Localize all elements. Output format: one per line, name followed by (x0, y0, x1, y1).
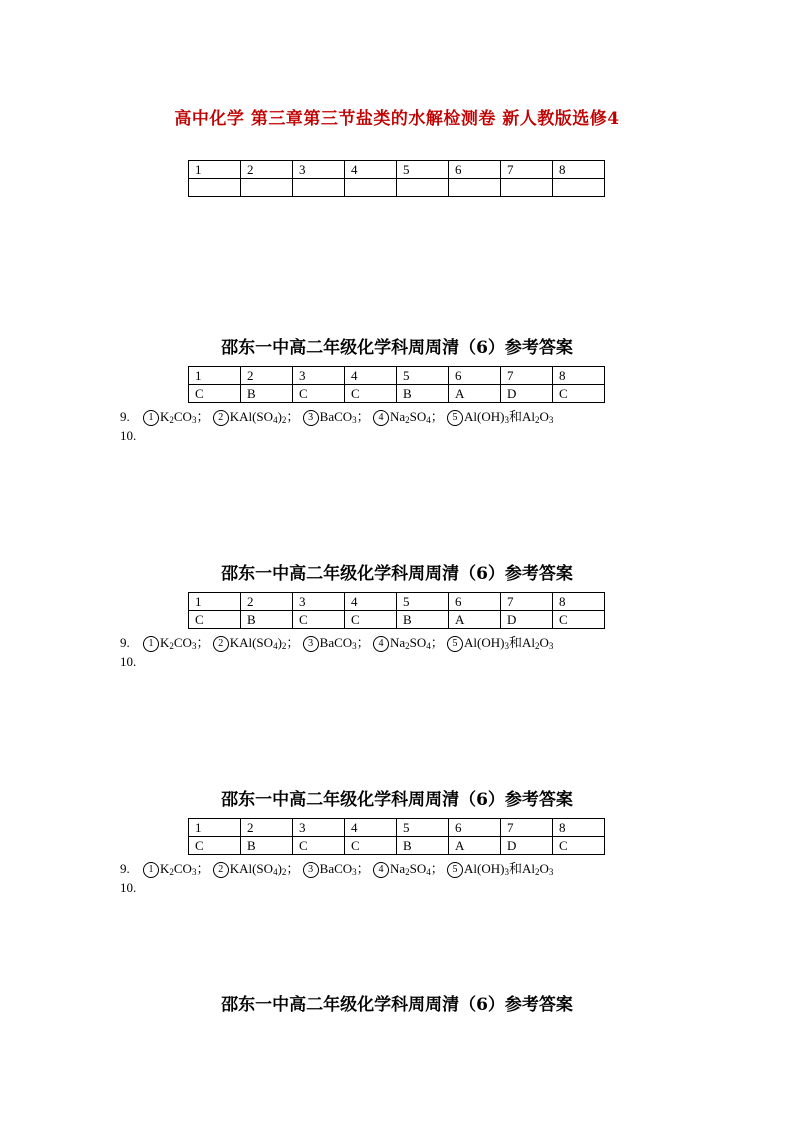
question-9-answer: 9. 1 $K_2CO_3$； 2 $KAl(SO_4)_2$； 3 BaCO$_3$； 4 $Na_2SO_4$； 5 $Al(OH)_3$和$Al_2O_3$ (120, 409, 554, 425)
question-9-answer: 9. 1 $K_2CO_3$； 2 $KAl(SO_4)_2$； 3 BaCO$_3$； 4 $Na_2SO_4$； 5 $Al(OH)_3$和$Al_2O_3$ (120, 635, 554, 651)
number-row (189, 819, 605, 837)
answer-cell: C (189, 837, 241, 855)
answer-key-table (188, 366, 605, 403)
number-cell: 3 (293, 367, 345, 385)
answer-cell: C (553, 837, 605, 855)
empty-cell (293, 179, 345, 197)
answer-cell: C (553, 611, 605, 629)
circled-number-1: 1 (143, 410, 159, 426)
answer-key-heading: 邵东一中高二年级化学科周周清（6）参考答案 (221, 564, 573, 584)
answer-cell: B (241, 837, 293, 855)
answer-row (189, 837, 605, 855)
question-number: 9. (120, 635, 130, 650)
answer-cell: C (293, 611, 345, 629)
circled-number-2: 2 (213, 410, 229, 426)
answer-cell: C (293, 837, 345, 855)
circled-number-3: 3 (303, 636, 319, 652)
empty-answer-row (189, 179, 605, 197)
answer-cell: C (553, 385, 605, 403)
number-cell: 4 (345, 593, 397, 611)
document-title: 高中化学 第三章第三节盐类的水解检测卷 新人教版选修4 (174, 109, 620, 129)
number-row (189, 161, 605, 179)
answer-cell: B (397, 837, 449, 855)
circled-number-1: 1 (143, 636, 159, 652)
answer-key-table (188, 592, 605, 629)
number-cell: 7 (501, 367, 553, 385)
number-cell: 1 (189, 593, 241, 611)
number-cell: 4 (345, 367, 397, 385)
number-cell: 7 (501, 161, 553, 179)
answer-cell: B (241, 385, 293, 403)
question-10-label: 10. (120, 428, 137, 443)
answer-cell: D (501, 385, 553, 403)
number-cell: 3 (293, 593, 345, 611)
circled-number-4: 4 (373, 410, 389, 426)
empty-cell (501, 179, 553, 197)
number-cell: 7 (501, 819, 553, 837)
question-10-label: 10. (120, 880, 137, 895)
answer-cell: C (345, 611, 397, 629)
answer-key-heading: 邵东一中高二年级化学科周周清（6）参考答案 (221, 995, 573, 1015)
answer-key-table (188, 818, 605, 855)
number-row (189, 367, 605, 385)
answer-row (189, 611, 605, 629)
number-cell: 2 (241, 161, 293, 179)
number-cell: 1 (189, 161, 241, 179)
number-cell: 1 (189, 367, 241, 385)
number-cell: 4 (345, 819, 397, 837)
answer-cell: C (345, 385, 397, 403)
number-cell: 7 (501, 593, 553, 611)
answer-cell: D (501, 611, 553, 629)
number-cell: 3 (293, 819, 345, 837)
answer-cell: C (345, 837, 397, 855)
blank-answer-table (188, 160, 605, 197)
answer-cell: B (397, 385, 449, 403)
question-number: 9. (120, 861, 130, 876)
number-cell: 5 (397, 367, 449, 385)
answer-row (189, 385, 605, 403)
answer-cell: A (449, 611, 501, 629)
answer-cell: C (189, 611, 241, 629)
number-cell: 8 (553, 593, 605, 611)
circled-number-5: 5 (447, 862, 463, 878)
circled-number-4: 4 (373, 862, 389, 878)
number-cell: 6 (449, 367, 501, 385)
answer-cell: A (449, 837, 501, 855)
number-cell: 1 (189, 819, 241, 837)
number-cell: 5 (397, 161, 449, 179)
empty-cell (241, 179, 293, 197)
number-cell: 6 (449, 819, 501, 837)
answer-key-heading: 邵东一中高二年级化学科周周清（6）参考答案 (221, 790, 573, 810)
circled-number-4: 4 (373, 636, 389, 652)
answer-cell: A (449, 385, 501, 403)
empty-cell (189, 179, 241, 197)
number-cell: 5 (397, 819, 449, 837)
number-cell: 8 (553, 819, 605, 837)
question-9-answer: 9. 1 $K_2CO_3$； 2 $KAl(SO_4)_2$； 3 BaCO$_3$； 4 $Na_2SO_4$； 5 $Al(OH)_3$和$Al_2O_3$ (120, 861, 554, 877)
question-10-label: 10. (120, 654, 137, 669)
answer-cell: C (189, 385, 241, 403)
question-number: 9. (120, 409, 130, 424)
empty-cell (397, 179, 449, 197)
number-cell: 8 (553, 161, 605, 179)
circled-number-2: 2 (213, 862, 229, 878)
empty-cell (553, 179, 605, 197)
answer-cell: B (241, 611, 293, 629)
circled-number-2: 2 (213, 636, 229, 652)
circled-number-1: 1 (143, 862, 159, 878)
answer-cell: C (293, 385, 345, 403)
number-row (189, 593, 605, 611)
answer-cell: D (501, 837, 553, 855)
circled-number-5: 5 (447, 636, 463, 652)
empty-cell (449, 179, 501, 197)
number-cell: 2 (241, 593, 293, 611)
number-cell: 4 (345, 161, 397, 179)
answer-key-heading: 邵东一中高二年级化学科周周清（6）参考答案 (221, 338, 573, 358)
number-cell: 6 (449, 593, 501, 611)
number-cell: 2 (241, 819, 293, 837)
empty-cell (345, 179, 397, 197)
circled-number-3: 3 (303, 862, 319, 878)
circled-number-3: 3 (303, 410, 319, 426)
number-cell: 5 (397, 593, 449, 611)
answer-cell: B (397, 611, 449, 629)
number-cell: 6 (449, 161, 501, 179)
number-cell: 8 (553, 367, 605, 385)
number-cell: 2 (241, 367, 293, 385)
circled-number-5: 5 (447, 410, 463, 426)
number-cell: 3 (293, 161, 345, 179)
